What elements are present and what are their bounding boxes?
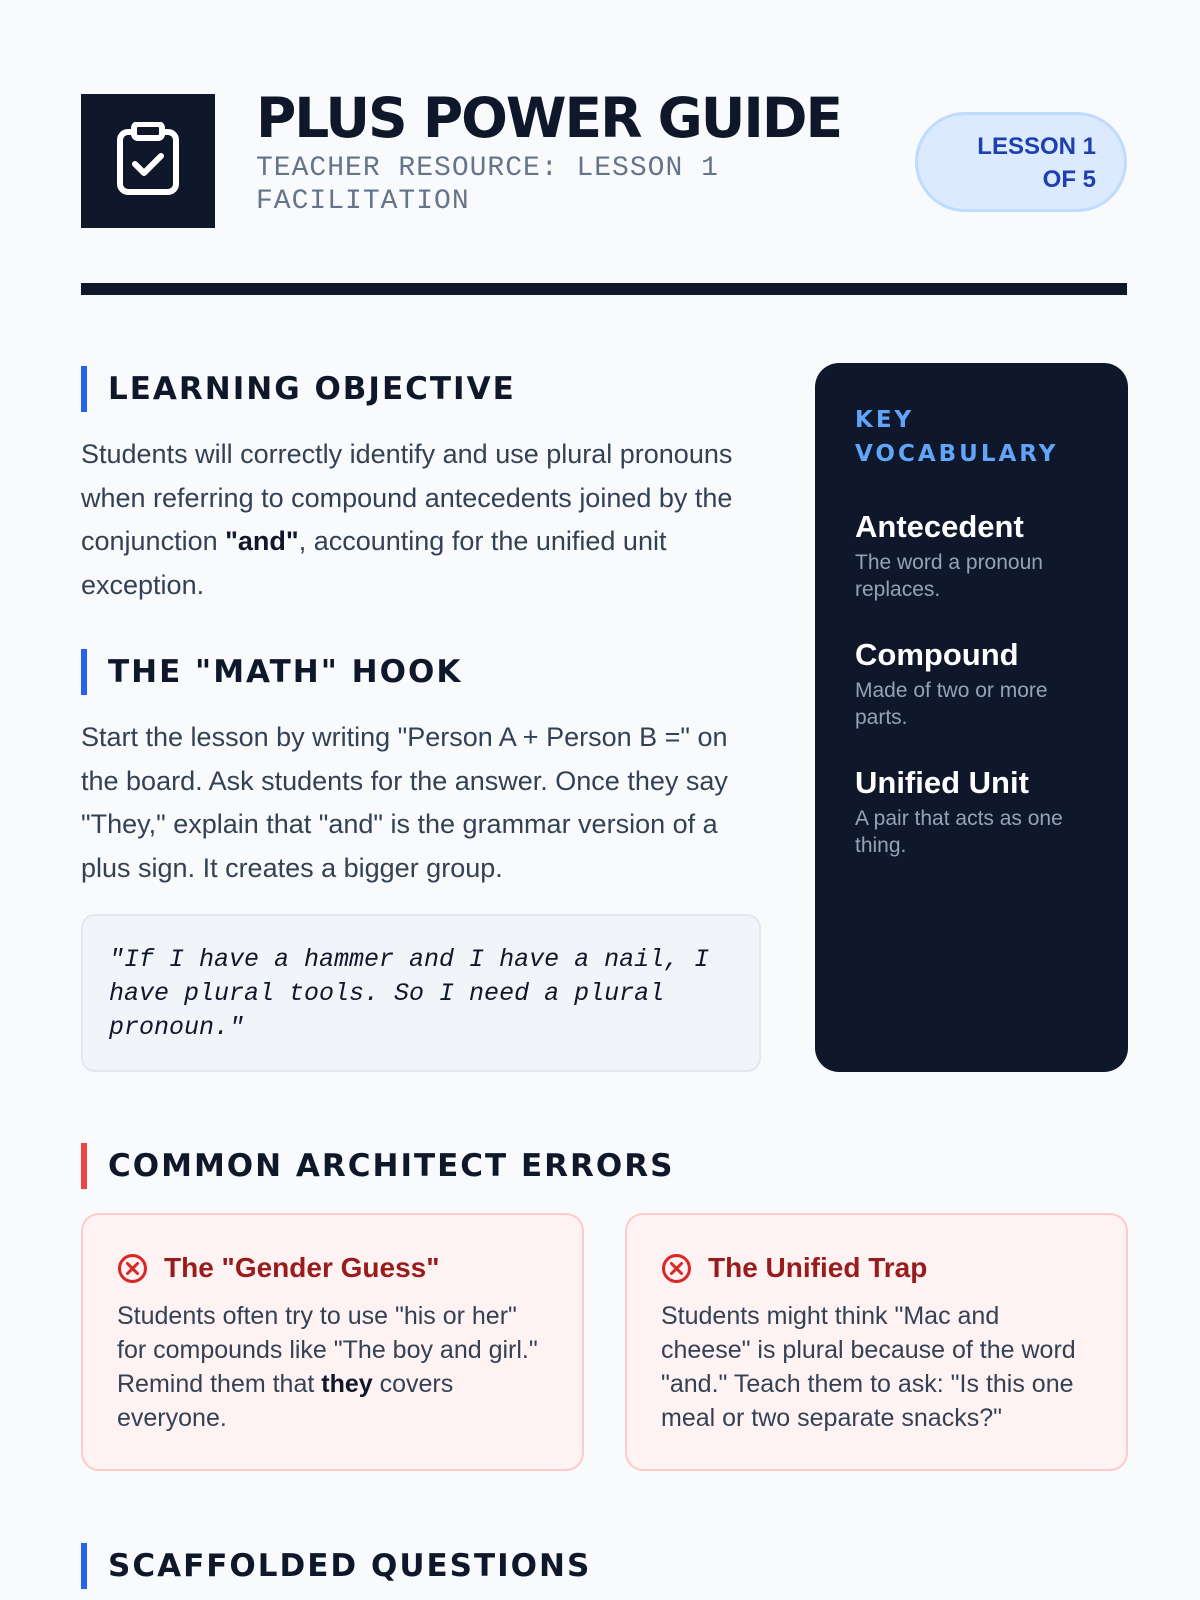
error-text-bold: they (321, 1370, 373, 1398)
error-card-title: The Unified Trap (708, 1252, 928, 1283)
error-card-header (117, 1251, 548, 1285)
vocabulary-term: Compound (855, 637, 1019, 672)
hook-quote: "If I have a hammer and I have a nail, I have plural tools. So I need a plural pronoun." (81, 914, 761, 1072)
header-divider (81, 283, 1127, 295)
error-card-header (661, 1251, 1092, 1285)
error-card-text (117, 1299, 548, 1435)
x-circle-icon (117, 1253, 148, 1284)
objective-text (81, 433, 761, 608)
vocabulary-term: Antecedent (855, 509, 1024, 544)
objective-heading: LEARNING OBJECTIVE (81, 366, 516, 412)
page-header (81, 86, 1127, 228)
logo (81, 94, 215, 228)
hook-text: Start the lesson by writing "Person A + Person B =" on the board. Ask students for the answer. Once they say "They," explain that "and" is the grammar version of a plus sign. It creates a bigger group. (81, 722, 728, 884)
vocabulary-item (855, 635, 1088, 731)
vocabulary-term: Unified Unit (855, 765, 1029, 800)
error-card (625, 1213, 1128, 1471)
error-card (81, 1213, 584, 1471)
hook-heading: THE "MATH" HOOK (81, 649, 462, 695)
vocabulary-definition: The word a pronoun replaces. (855, 551, 1043, 601)
clipboard-check-icon (116, 122, 180, 201)
error-text-part: covers everyone. (117, 1370, 454, 1432)
objective-text-bold: "and" (225, 526, 299, 557)
error-text-part: Students often try to use "his or her" for compounds like "The boy and girl." Remind them that (117, 1302, 538, 1398)
vocabulary-definition: Made of two or more parts. (855, 679, 1048, 729)
vocabulary-item (855, 763, 1088, 859)
page-subtitle: TEACHER RESOURCE: LESSON 1 FACILITATION (256, 153, 719, 217)
vocabulary-title: KEY VOCABULARY (855, 407, 1059, 467)
error-card-text: Students might think "Mac and cheese" is plural because of the word "and." Teach them to ask: "Is this one meal or two separate snacks?" (661, 1302, 1076, 1432)
objective-text-part: , accounting for the unified unit exception. (81, 526, 667, 601)
x-circle-icon (661, 1253, 692, 1284)
scaffolded-heading: SCAFFOLDED QUESTIONS (81, 1543, 591, 1589)
error-card-title: The "Gender Guess" (164, 1252, 440, 1283)
objective-text-part: Students will correctly identify and use plural pronouns when referring to compound antecedents joined by the conjunction (81, 439, 733, 557)
lesson-badge: LESSON 1 OF 5 (915, 112, 1127, 212)
errors-heading: COMMON ARCHITECT ERRORS (81, 1143, 674, 1189)
vocabulary-definition: A pair that acts as one thing. (855, 807, 1063, 857)
vocabulary-item (855, 507, 1088, 603)
vocabulary-panel (815, 363, 1128, 1072)
page-title: PLUS POWER GUIDE (256, 86, 842, 150)
